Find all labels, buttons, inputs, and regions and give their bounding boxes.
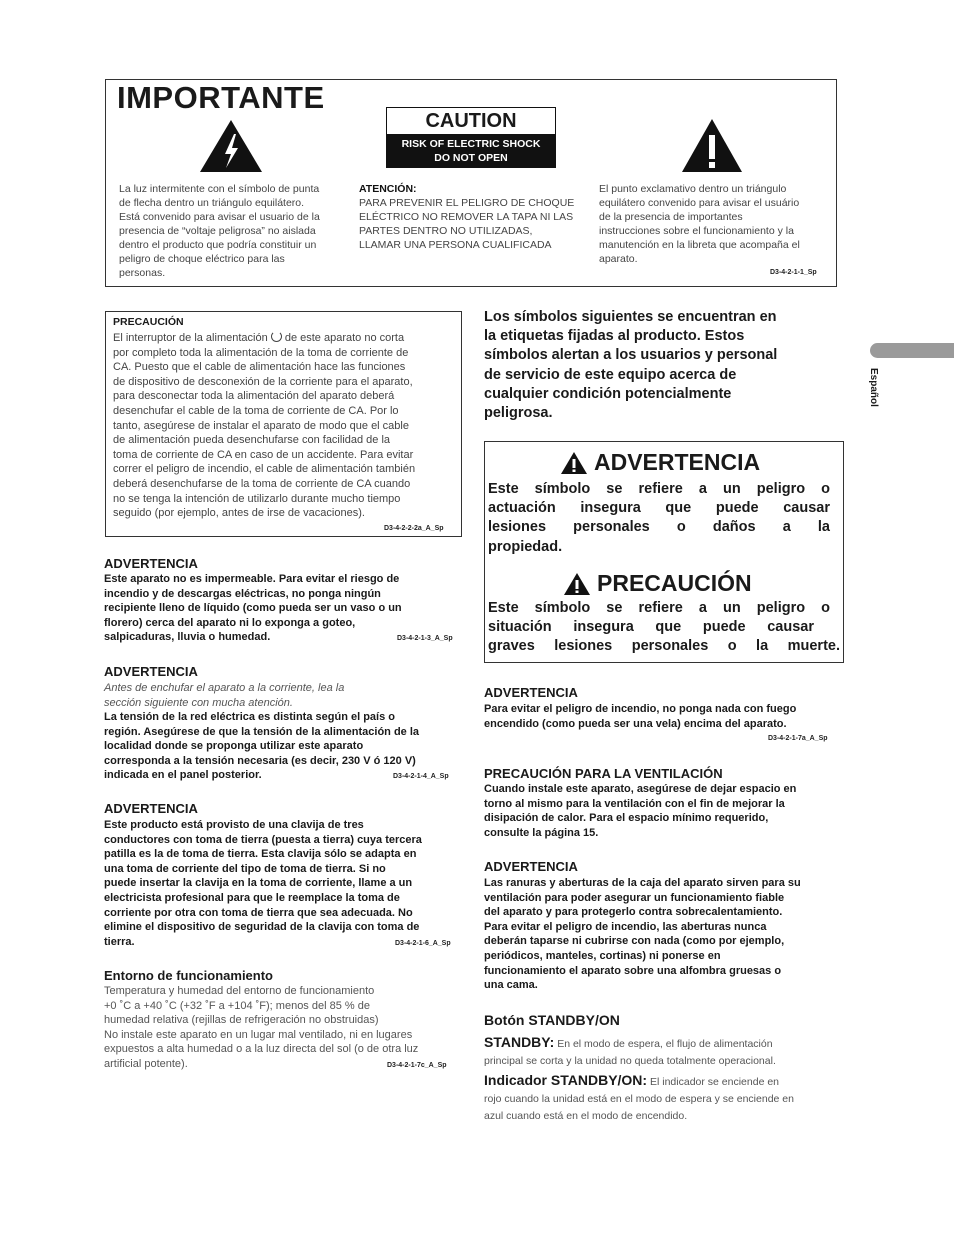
reference-code: D3-4-2-1-3_A_Sp [397, 635, 453, 642]
text-line: peligro de choque eléctrico para las [119, 253, 285, 265]
text-line: por completo toda la alimentación de la toma de corriente de [113, 346, 409, 359]
text-line: tierra. [104, 935, 135, 948]
text-line: desenchufar el cable de la toma de corriente de CA. Por lo [113, 404, 399, 417]
text-line: para desconectar toda la alimentación del aparato deberá [113, 390, 395, 403]
text-line: florero) cerca del aparato ni lo exponga a goteo, [104, 616, 356, 629]
attention-description [359, 182, 589, 252]
text-line: Está convenido para avisar el usuario de la [119, 211, 320, 223]
text-line: periódicos, manteles, cortinas) ni ponerse en [484, 949, 721, 962]
text-line: CA. Puesto que el cable de alimentación hace las funciones [113, 361, 406, 374]
text-line: propiedad. [488, 538, 563, 555]
text-line: +0 ˚C a +40 ˚C (+32 ˚F a +104 ˚F); menos del 85 % de [104, 999, 370, 1012]
text-line: la etiquetas fijadas al producto. Estos [484, 328, 745, 345]
text-line: región. Asegúrese de que la tensión de la alimentación de la [104, 725, 420, 738]
text-line: Antes de enchufar el aparato a la corriente, lea la [104, 682, 345, 694]
section-heading: PRECAUCIÓN PARA LA VENTILACIÓN [484, 766, 723, 781]
text-line: incendio y de descargas eléctricas, no ponga ningún [104, 587, 381, 600]
text-line: actuación insegura que puede causar [488, 500, 830, 517]
text-line: dentro el producto que podría constituir un [119, 239, 317, 251]
text-line: deberá desenchufarse de la toma de corriente de CA cuando [113, 477, 411, 490]
text-line: seguido (por ejemplo, antes de irse de vacaciones). [113, 507, 365, 520]
precaucion-text [113, 330, 458, 521]
text-line: recipiente lleno de líquido (como pueda ser un vaso o un [104, 602, 402, 615]
text-line: presencia de “voltaje peligrosa” no aislada [119, 225, 316, 237]
text-line: una toma de corriente del tipo de toma de tierra. Si no [104, 862, 386, 875]
indicator-description [484, 1072, 854, 1125]
text-line [484, 1072, 854, 1091]
text-line: consulte la página 15. [484, 826, 599, 839]
section-heading: ADVERTENCIA [104, 801, 198, 816]
lightning-description [119, 182, 349, 280]
text-line: salpicaduras, lluvia o humedad. [104, 631, 271, 644]
text-line: El punto exclamativo dentro un triángulo [599, 183, 787, 195]
text-line: disipación de calor. Para el espacio mínimo requerido, [484, 812, 769, 825]
text-line: encendido (como pueda ser una vela) encima del aparato. [484, 717, 787, 730]
text-line: Las ranuras y aberturas de la caja del aparato sirven para su [484, 877, 801, 889]
text-line: símbolos alertan a los usuarios y personal [484, 347, 778, 364]
text-line: peligrosa. [484, 405, 553, 422]
text-line: del aparato y para protegerlo contra sobrecalentamiento. [484, 906, 783, 919]
language-label: Español [868, 368, 879, 407]
advertencia-description [488, 480, 830, 557]
standby-heading: Botón STANDBY/ON [484, 1012, 620, 1028]
text-line: cualquier condición potencialmente [484, 385, 732, 402]
text-line: graves lesiones personales o la muerte. [488, 638, 840, 655]
text-line: correr el peligro de incendio, el cable de alimentación también [113, 463, 416, 476]
text-line: deberán taparse ni cubrirse con nada (como por ejemplo, [484, 935, 785, 948]
text-line: equilátero convenido para avisar el usuário [599, 197, 800, 209]
text-line: No instale este aparato en un lugar mal ventilado, ni en lugares [104, 1028, 413, 1041]
text-line: sección siguiente con mucha atención. [104, 696, 293, 709]
text-line: de alimentación pueda desenchufarse con facilidad de la [113, 434, 391, 447]
reference-code: D3-4-2-2-2a_A_Sp [384, 525, 444, 532]
warning-triangle-icon [560, 451, 588, 475]
text-line: tanto, asegúrese de instalar el aparato de modo que el cable [113, 419, 409, 432]
section-heading: ADVERTENCIA [484, 859, 578, 874]
text-line: funcionamiento el aparato sobre una alfombra gruesas o [484, 964, 782, 977]
caution-line: DO NOT OPEN [434, 152, 508, 164]
text-line: Cuando instale este aparato, asegúrese de dejar espacio en [484, 783, 797, 795]
text-line: situación insegura que puede causar [488, 619, 814, 636]
text-line: toma de corriente de CA en caso de un accidente. Para evitar [113, 448, 414, 461]
text-line: puede insertar la clavija en la toma de corriente, llame a un [104, 877, 413, 890]
text-line: rojo cuando la unidad está en el modo de espera y se enciende en [484, 1093, 794, 1105]
symbols-intro [484, 308, 848, 423]
warning-voltage-intro [104, 681, 460, 710]
text-line: localidad donde se proponga utilizar este aparato [104, 740, 364, 753]
exclamation-description [599, 182, 829, 266]
text-fragment: El indicador se enciende en [650, 1076, 780, 1088]
reference-code: D3-4-2-1-1_Sp [770, 269, 817, 276]
caution-label [386, 107, 556, 168]
exclamation-warning-icon [680, 117, 744, 174]
text-line: torno al mismo para la ventilación con el fin de mejorar la [484, 797, 785, 810]
text-line: conductores con toma de tierra (puesta a tierra) cuya tercera [104, 833, 422, 846]
reference-code: D3-4-2-1-6_A_Sp [395, 940, 451, 947]
attention-label: ATENCIÓN: [359, 183, 417, 195]
reference-code: D3-4-2-1-7c_A_Sp [387, 1062, 447, 1069]
text-fragment: En el modo de espera, el flujo de alimentación [557, 1038, 773, 1050]
environment-text [104, 984, 464, 1072]
caution-line: RISK OF ELECTRIC SHOCK [401, 138, 541, 150]
text-line: ventilación para poder asegurar un funcionamiento fiable [484, 891, 785, 904]
precaucion-title [563, 570, 752, 597]
warning-openings-text [484, 876, 844, 993]
text-line: electricista profesional para que le reemplace la toma de [104, 891, 400, 904]
text-line: Este símbolo se refiere a un peligro o [488, 600, 830, 616]
text-line: de servicio de este equipo acerca de [484, 366, 737, 383]
text-line: de flecha dentro un triángulo equilátero. [119, 197, 305, 209]
text-line: personas. [119, 267, 166, 279]
section-heading: ADVERTENCIA [104, 556, 198, 571]
text-line: indicada en el panel posterior. [104, 769, 262, 782]
language-tab [870, 343, 954, 358]
text-line: corriente por otra con toma de tierra que sea adecuada. No [104, 906, 413, 919]
text-line: una cama. [484, 979, 538, 992]
text-line: La luz intermitente con el símbolo de punta [119, 183, 320, 195]
text-line: Este símbolo se refiere a un peligro o [488, 481, 830, 497]
precaucion-title-text: PRECAUCIÓN [597, 570, 752, 596]
text-line: de dispositivo de desconexión de la corriente para el aparato, [113, 375, 413, 388]
reference-code: D3-4-2-1-4_A_Sp [393, 773, 449, 780]
caution-subtitle [387, 134, 555, 167]
power-icon [271, 331, 282, 342]
text-line: La tensión de la red eléctrica es distinta según el país o [104, 711, 395, 723]
precaucion-description [488, 599, 840, 657]
text-line: principal se corta y la unidad no queda totalmente operacional. [484, 1055, 776, 1067]
text-fragment: de este aparato no corta [284, 332, 405, 344]
section-heading: ADVERTENCIA [484, 685, 578, 700]
text-line: de la presencia de importantes [599, 211, 743, 223]
reference-code: D3-4-2-1-7a_A_Sp [768, 735, 828, 742]
text-line: artificial potente). [104, 1057, 188, 1070]
indicator-label: Indicador STANDBY/ON: [484, 1072, 648, 1088]
text-line: no se tenga la intención de utilizarlo durante mucho tiempo [113, 492, 401, 505]
lightning-warning-icon [198, 118, 264, 174]
text-line: Para evitar el peligro de incendio, las aberturas nunca [484, 920, 767, 933]
text-fragment: El interruptor de la alimentación [113, 332, 268, 344]
warning-triangle-icon [563, 572, 591, 596]
page-title: IMPORTANTE [117, 80, 325, 115]
standby-description [484, 1034, 854, 1070]
text-line [113, 330, 458, 346]
advertencia-title-text: ADVERTENCIA [594, 449, 761, 475]
text-line: Para evitar el peligro de incendio, no ponga nada con fuego [484, 703, 797, 715]
text-line: corresponda a la tensión necesaria (es decir, 230 V ó 120 V) [104, 754, 416, 767]
advertencia-title [560, 449, 760, 476]
caution-title: CAUTION [425, 110, 517, 132]
standby-label: STANDBY: [484, 1034, 555, 1050]
text-line: Los símbolos siguientes se encuentran en [484, 309, 777, 325]
text-line: aparato. [599, 253, 638, 265]
text-line: Temperatura y humedad del entorno de funcionamiento [104, 985, 375, 997]
text-line: Este producto está provisto de una clavija de tres [104, 819, 364, 831]
text-line: PARTES DENTRO NO UTILIZADAS, [359, 225, 533, 237]
warning-ground-text [104, 818, 462, 949]
text-line: lesiones personales o daños a la [488, 519, 830, 536]
section-heading: ADVERTENCIA [104, 664, 198, 679]
text-line: instrucciones sobre el funcionamiento y la [599, 225, 794, 237]
text-line: ELÉCTRICO NO REMOVER LA TAPA NI LAS [359, 211, 574, 223]
section-heading: Entorno de funcionamiento [104, 968, 273, 983]
text-line: elimine el dispositivo de seguridad de la clavija con toma de [104, 921, 420, 934]
text-line: LLAMAR UNA PERSONA CUALIFICADA [359, 239, 552, 251]
text-line: humedad relativa (rejillas de refrigeración no obstruidas) [104, 1014, 379, 1027]
text-line: azul cuando está en el modo de encendido. [484, 1110, 688, 1122]
text-line [484, 1034, 854, 1053]
text-line: manutención en la libreta que acompaña el [599, 239, 800, 251]
text-line: expuestos a alta humedad o a la luz directa del sol (o de otra luz [104, 1043, 419, 1056]
text-line: patilla es la de toma de tierra. Esta clavija sólo se adapta en [104, 848, 417, 861]
text-line: PARA PREVENIR EL PELIGRO DE CHOQUE [359, 197, 575, 209]
warning-fire-text [484, 702, 840, 731]
precaucion-label: PRECAUCIÓN [113, 316, 184, 328]
text-line: Este aparato no es impermeable. Para evitar el riesgo de [104, 573, 400, 585]
ventilation-text [484, 782, 844, 840]
